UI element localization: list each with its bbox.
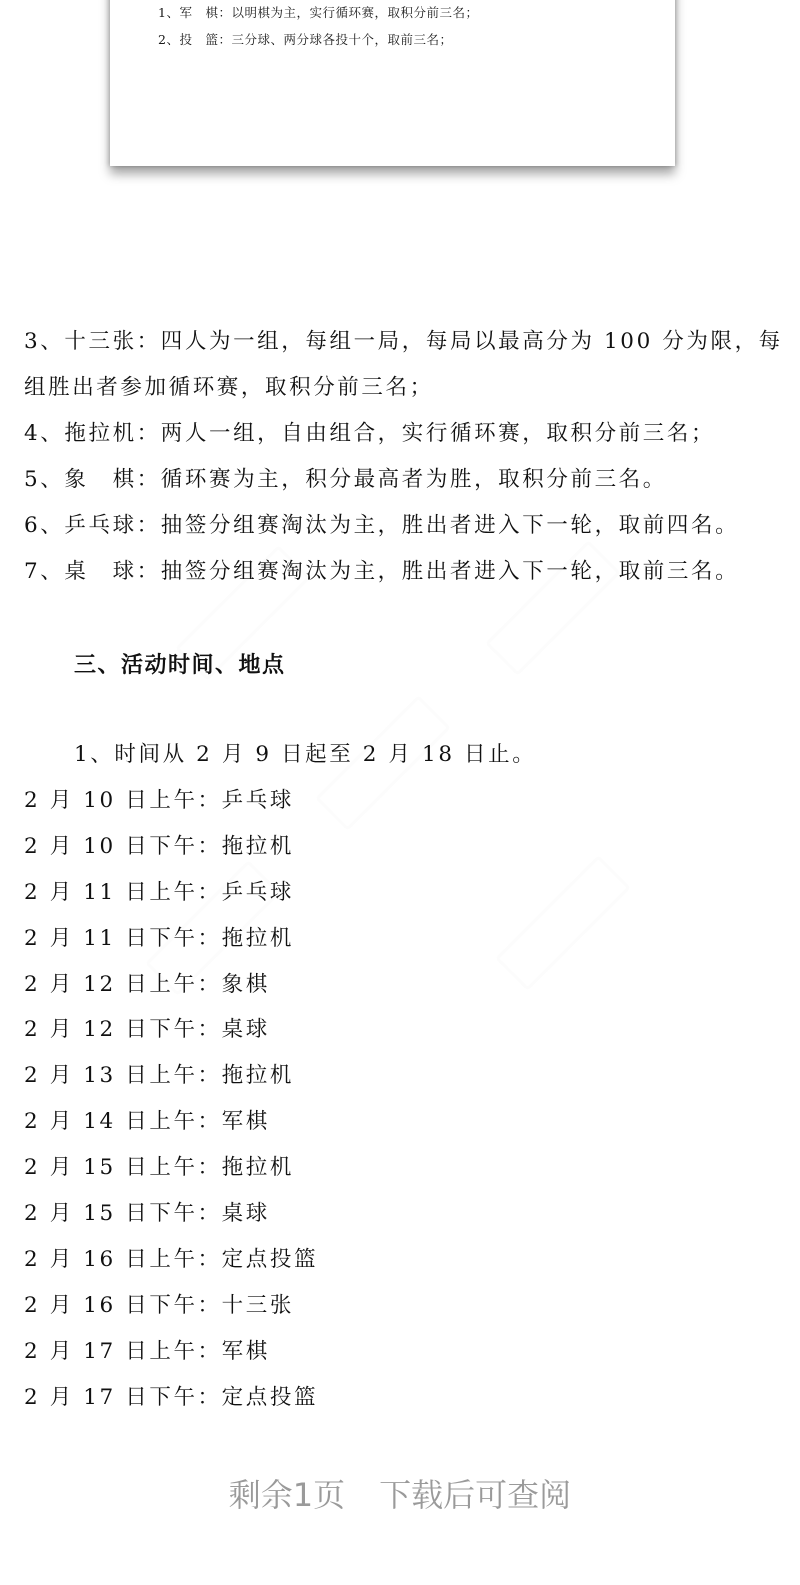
rule-item-5: 5、象 棋：循环赛为主，积分最高者为胜，取积分前三名。 (24, 467, 667, 492)
rule-item-4: 4、拖拉机：两人一组，自由组合，实行循环赛，取积分前三名； (24, 421, 716, 446)
schedule-item: 2 月 13 日上午：拖拉机 (24, 1063, 294, 1088)
schedule-item: 2 月 15 日下午：桌球 (24, 1201, 270, 1226)
rule-item-3-continued: 组胜出者参加循环赛，取积分前三名； (24, 375, 434, 400)
download-to-view-label: 下载后可查阅 (379, 1476, 572, 1514)
download-prompt[interactable] (0, 1470, 800, 1516)
preview-rule-line: 2、投 篮：三分球、两分球各投十个，取前三名； (158, 32, 453, 47)
schedule-item: 2 月 11 日上午：乒乓球 (24, 880, 294, 905)
schedule-item: 2 月 11 日下午：拖拉机 (24, 926, 294, 951)
schedule-item: 2 月 14 日上午：军棋 (24, 1109, 270, 1134)
schedule-item: 2 月 16 日上午：定点投篮 (24, 1247, 319, 1272)
schedule-item: 2 月 10 日上午：乒乓球 (24, 788, 294, 813)
remaining-pages-label: 剩余1页 (228, 1476, 346, 1514)
page-preview-card (110, 0, 675, 166)
rule-item-6: 6、乒乓球：抽签分组赛淘汰为主，胜出者进入下一轮，取前四名。 (24, 513, 740, 538)
schedule-item: 2 月 12 日上午：象棋 (24, 972, 270, 997)
preview-rule-line: 1、军 棋：以明棋为主，实行循环赛，取积分前三名； (158, 5, 479, 20)
schedule-item: 2 月 12 日下午：桌球 (24, 1017, 270, 1042)
schedule-item: 2 月 15 日上午：拖拉机 (24, 1155, 294, 1180)
schedule-item: 2 月 10 日下午：拖拉机 (24, 834, 294, 859)
rule-item-3: 3、十三张：四人为一组，每组一局，每局以最高分为 100 分为限，每 (24, 329, 783, 354)
rule-item-7: 7、桌 球：抽签分组赛淘汰为主，胜出者进入下一轮，取前三名。 (24, 559, 740, 584)
schedule-item: 2 月 17 日下午：定点投篮 (24, 1385, 319, 1410)
schedule-item: 2 月 17 日上午：军棋 (24, 1339, 270, 1364)
section-heading: 三、活动时间、地点 (74, 653, 286, 678)
time-range-line: 1、时间从 2 月 9 日起至 2 月 18 日止。 (74, 742, 537, 767)
schedule-item: 2 月 16 日下午：十三张 (24, 1293, 294, 1318)
